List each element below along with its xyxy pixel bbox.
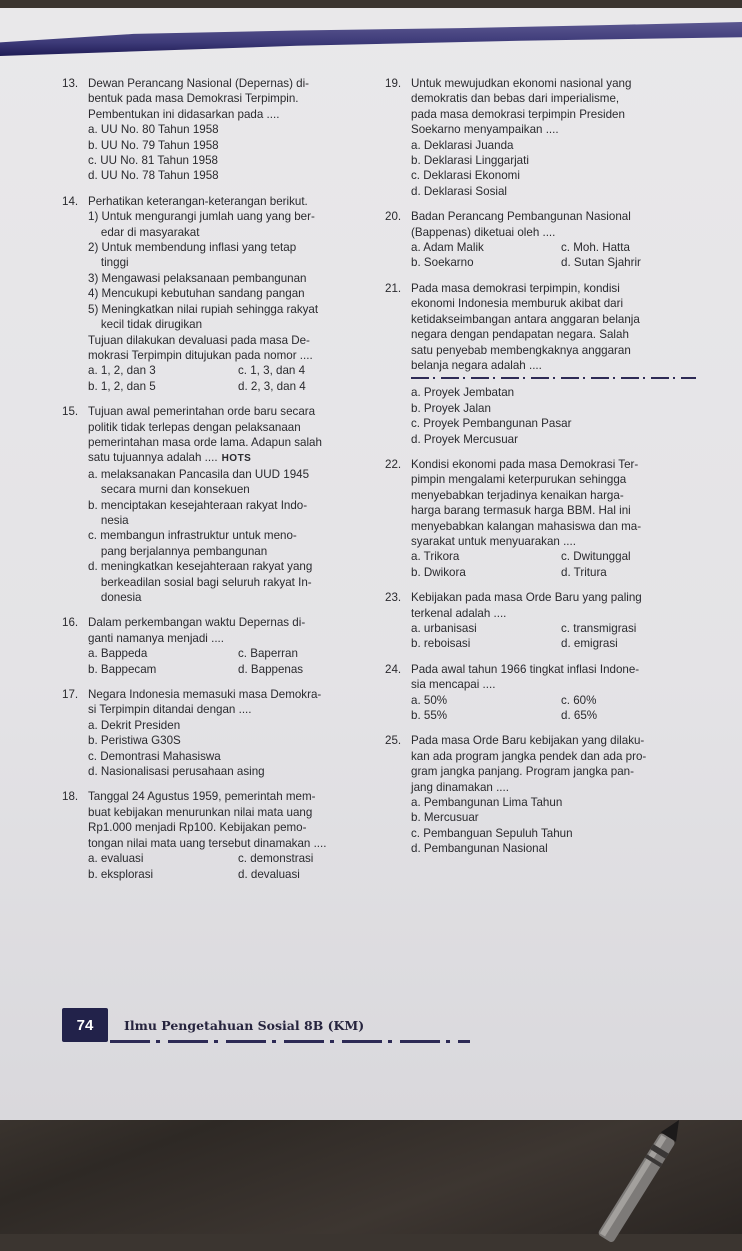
answer-option: b. eksplorasi — [88, 867, 154, 881]
question-number: 19. — [385, 77, 402, 90]
answer-option: d. Tritura — [561, 565, 607, 579]
question-line: Soekarno menyampaikan .... — [411, 123, 559, 137]
question-text — [88, 194, 378, 363]
answer-option: a. Proyek Jembatan — [411, 386, 515, 400]
answer-option: b. Mercusuar — [411, 811, 479, 825]
question-text — [88, 76, 378, 122]
question-line: Rp1.000 menjadi Rp100. Kebijakan pemo- — [88, 821, 307, 835]
answer-option: a. Trikora — [411, 550, 460, 564]
answer-option: c. transmigrasi — [561, 622, 637, 635]
answer-option: a. Dekrit Presiden — [88, 718, 181, 732]
question-line: Pada masa Orde Baru kebijakan yang dilaku- — [411, 734, 645, 748]
answer-options — [385, 795, 730, 857]
answer-option: b. reboisasi — [411, 637, 471, 651]
question-line: Pembentukan ini didasarkan pada .... — [88, 107, 280, 121]
question-line: 1) Untuk mengurangi jumlah uang yang ber- — [88, 210, 315, 224]
answer-option: b. Bappecam — [88, 662, 157, 676]
answer-option: a. Deklarasi Juanda — [411, 138, 514, 152]
question-number: 16. — [62, 616, 79, 630]
answer-option: c. Dwitunggal — [561, 550, 631, 564]
answer-option: a. melaksanakan Pancasila dan UUD 1945 — [88, 467, 310, 481]
answer-option: berkeadilan sosial bagi seluruh rakyat In- — [88, 575, 312, 589]
question-line: negara dengan pendapatan negara. Salah — [411, 328, 629, 342]
question-24 — [385, 662, 730, 724]
question-line: Tujuan awal pemerintahan orde baru secara — [88, 405, 316, 419]
question-line: 3) Mengawasi pelaksanaan pembangunan — [88, 271, 307, 285]
question-line: Untuk mewujudkan ekonomi nasional yang — [411, 77, 632, 90]
question-line: menyebabkan terjadinya kenaikan harga- — [411, 488, 624, 502]
answer-option: c. Moh. Hatta — [561, 241, 630, 255]
textbook-page — [0, 8, 742, 1120]
answer-option: c. Baperran — [238, 647, 298, 661]
answer-options — [62, 646, 378, 677]
question-line: si Terpimpin ditandai dengan .... — [88, 703, 252, 717]
question-line: Dalam perkembangan waktu Depernas di- — [88, 616, 306, 630]
question-stem — [385, 662, 730, 693]
question-line: ekonomi Indonesia memburuk akibat dari — [411, 297, 624, 311]
answer-options — [62, 718, 378, 780]
answer-option: b. 55% — [411, 709, 448, 723]
question-text — [88, 687, 378, 718]
right-column — [385, 76, 730, 867]
answer-option: c. UU No. 81 Tahun 1958 — [88, 154, 218, 168]
question-text — [411, 733, 730, 795]
question-17 — [62, 687, 378, 779]
answer-option: b. Soekarno — [411, 256, 474, 270]
question-line: Pada awal tahun 1966 tingkat inflasi Indone- — [411, 662, 640, 676]
answer-options — [385, 549, 730, 580]
footer-rule — [110, 1040, 470, 1043]
answer-option: b. Deklarasi Linggarjati — [411, 154, 529, 168]
answer-options — [385, 385, 730, 447]
question-text — [411, 662, 730, 693]
question-line: satu penyebab membengkaknya anggaran — [411, 343, 631, 357]
question-text — [411, 590, 730, 621]
question-22 — [385, 457, 730, 580]
answer-option: b. Proyek Jalan — [411, 401, 491, 415]
answer-option: d. Pembangunan Nasional — [411, 842, 548, 856]
answer-option: a. Pembangunan Lima Tahun — [411, 796, 563, 810]
answer-option: a. urbanisasi — [411, 622, 477, 635]
question-line: kan ada program jangka pendek dan ada pro- — [411, 749, 647, 763]
question-stem — [385, 209, 730, 240]
question-line: gram jangka panjang. Program jangka pan- — [411, 765, 634, 779]
question-line: terkenal adalah .... — [411, 606, 507, 620]
question-stem — [385, 733, 730, 795]
question-text — [411, 281, 730, 373]
question-number: 13. — [62, 77, 79, 90]
book-title: Ilmu Pengetahuan Sosial 8B (KM) — [124, 1017, 365, 1033]
page-number: 74 — [62, 1008, 108, 1042]
answer-option: d. meningkatkan kesejahteraan rakyat yang — [88, 560, 313, 574]
answer-option: d. devaluasi — [238, 867, 300, 881]
question-number: 17. — [62, 688, 79, 702]
answer-option: b. menciptakan kesejahteraan rakyat Indo- — [88, 498, 308, 512]
answer-option: c. Proyek Pembangunan Pasar — [411, 417, 572, 431]
answer-option: b. Dwikora — [411, 565, 466, 579]
question-line: Kebijakan pada masa Orde Baru yang paling — [411, 591, 642, 605]
question-number: 15. — [62, 405, 79, 419]
question-stem — [62, 687, 378, 718]
question-line: buat kebijakan menurunkan nilai mata uang — [88, 805, 313, 819]
question-16 — [62, 615, 378, 677]
question-line: (Bappenas) diketuai oleh .... — [411, 225, 556, 239]
question-line: mokrasi Terpimpin ditujukan pada nomor .... — [88, 348, 313, 362]
question-line: ganti namanya menjadi .... — [88, 631, 224, 645]
question-stem — [62, 615, 378, 646]
answer-options — [62, 122, 378, 184]
question-line: Negara Indonesia memasuki masa Demokra- — [88, 688, 322, 702]
question-line: edar di masyarakat — [88, 225, 200, 239]
answer-option: c. Deklarasi Ekonomi — [411, 169, 520, 183]
question-line: 2) Untuk membendung inflasi yang tetap — [88, 241, 297, 255]
answer-option: a. 1, 2, dan 3 — [88, 364, 156, 378]
answer-options — [62, 363, 378, 394]
question-line: tinggi — [88, 256, 129, 270]
question-text — [411, 209, 730, 240]
question-18 — [62, 789, 378, 881]
question-13 — [62, 76, 378, 184]
answer-option: a. 50% — [411, 693, 448, 707]
question-number: 21. — [385, 281, 402, 295]
answer-option: d. Deklarasi Sosial — [411, 184, 508, 198]
answer-option: a. UU No. 80 Tahun 1958 — [88, 123, 219, 137]
question-text — [88, 404, 378, 467]
answer-option: d. emigrasi — [561, 637, 618, 651]
question-stem — [385, 281, 730, 373]
answer-option: b. 1, 2, dan 5 — [88, 379, 156, 393]
question-line: menyebabkan kalangan mahasiswa dan ma- — [411, 519, 642, 533]
answer-options — [62, 467, 378, 606]
answer-option: c. Demontrasi Mahasiswa — [88, 749, 221, 763]
question-stem — [385, 76, 730, 138]
answer-option: donesia — [88, 591, 142, 604]
question-line: Kondisi ekonomi pada masa Demokrasi Ter- — [411, 457, 639, 471]
question-line: 4) Mencukupi kebutuhan sandang pangan — [88, 287, 305, 301]
question-line: satu tujuannya adalah .... HOTS — [88, 450, 378, 466]
question-stem — [62, 789, 378, 851]
question-text — [411, 457, 730, 549]
answer-option: b. Peristiwa G30S — [88, 734, 181, 748]
question-number: 25. — [385, 734, 402, 748]
question-line: bentuk pada masa Demokrasi Terpimpin. — [88, 92, 299, 106]
question-line: jang dinamakan .... — [411, 780, 509, 794]
answer-option: d. 2, 3, dan 4 — [238, 379, 306, 393]
question-line: tongan nilai mata uang tersebut dinamakan .... — [88, 836, 327, 850]
question-number: 20. — [385, 210, 402, 224]
question-15 — [62, 404, 378, 605]
answer-options — [385, 693, 730, 724]
question-line: politik tidak terlepas dengan pelaksanaan — [88, 420, 301, 434]
question-line: Pada masa demokrasi terpimpin, kondisi — [411, 281, 620, 295]
left-column — [62, 76, 378, 892]
answer-option: nesia — [88, 513, 129, 527]
answer-option: secara murni dan konsekuen — [88, 483, 250, 497]
answer-option: d. Sutan Sjahrir — [561, 256, 641, 270]
answer-options — [385, 240, 730, 271]
answer-option: d. 65% — [561, 709, 598, 723]
answer-option: d. Nasionalisasi perusahaan asing — [88, 765, 265, 779]
question-number: 23. — [385, 591, 402, 605]
answer-option: c. 1, 3, dan 4 — [238, 364, 306, 378]
question-line: demokratis dan bebas dari imperialisme, — [411, 92, 620, 106]
question-text — [88, 615, 378, 646]
answer-option: pang berjalannya pembangunan — [88, 544, 268, 558]
question-line: belanja negara adalah .... — [411, 358, 542, 372]
question-text — [411, 76, 730, 138]
question-number: 22. — [385, 457, 402, 471]
page-footer — [62, 1008, 364, 1042]
answer-option: a. Adam Malik — [411, 241, 484, 255]
question-text — [88, 789, 378, 851]
question-line: pimpin mengalami keterpurukan sehingga — [411, 473, 627, 487]
hots-badge: HOTS — [221, 453, 252, 465]
question-line: kecil tidak dirugikan — [88, 318, 203, 332]
question-line: ketidakseimbangan antara anggaran belanja — [411, 312, 640, 326]
question-stem — [385, 590, 730, 621]
question-number: 14. — [62, 194, 79, 208]
question-line: sia mencapai .... — [411, 678, 496, 692]
question-line: harga barang termasuk harga BBM. Hal ini — [411, 504, 631, 518]
answer-options — [385, 621, 730, 652]
question-line: Tujuan dilakukan devaluasi pada masa De- — [88, 333, 310, 347]
answer-option: d. Proyek Mercusuar — [411, 432, 518, 446]
question-stem — [62, 76, 378, 122]
header-stripe — [0, 22, 742, 56]
answer-option: a. Bappeda — [88, 647, 148, 661]
question-stem — [62, 404, 378, 467]
question-line: Badan Perancang Pembangunan Nasional — [411, 210, 631, 224]
question-line: pemerintahan masa orde lama. Adapun salah — [88, 435, 322, 449]
question-line: Tanggal 24 Agustus 1959, pemerintah mem- — [88, 790, 316, 804]
question-number: 18. — [62, 790, 79, 804]
question-14 — [62, 194, 378, 394]
question-number: 24. — [385, 662, 402, 676]
answer-option: a. evaluasi — [88, 852, 144, 866]
answer-options — [385, 138, 730, 200]
question-line: Dewan Perancang Nasional (Depernas) di- — [88, 77, 310, 90]
question-line: 5) Meningkatkan nilai rupiah sehingga rakyat — [88, 302, 319, 316]
question-20 — [385, 209, 730, 271]
question-stem — [385, 457, 730, 549]
question-line: pada masa demokrasi terpimpin Presiden — [411, 107, 625, 121]
answer-option: d. Bappenas — [238, 662, 304, 676]
question-stem — [62, 194, 378, 363]
question-19 — [385, 76, 730, 199]
answer-option: c. 60% — [561, 693, 597, 707]
answer-option: c. membangun infrastruktur untuk meno- — [88, 529, 297, 543]
question-line: Perhatikan keterangan-keterangan berikut. — [88, 194, 308, 208]
answer-option: b. UU No. 79 Tahun 1958 — [88, 138, 219, 152]
question-21 — [385, 281, 730, 447]
decorative-rule — [411, 377, 696, 379]
answer-option: c. Pembanguan Sepuluh Tahun — [411, 826, 573, 840]
question-line: syarakat untuk menyuarakan .... — [411, 534, 576, 548]
question-25 — [385, 733, 730, 856]
answer-option: c. demonstrasi — [238, 852, 314, 866]
answer-option: d. UU No. 78 Tahun 1958 — [88, 169, 219, 183]
answer-options — [62, 851, 378, 882]
question-23 — [385, 590, 730, 652]
